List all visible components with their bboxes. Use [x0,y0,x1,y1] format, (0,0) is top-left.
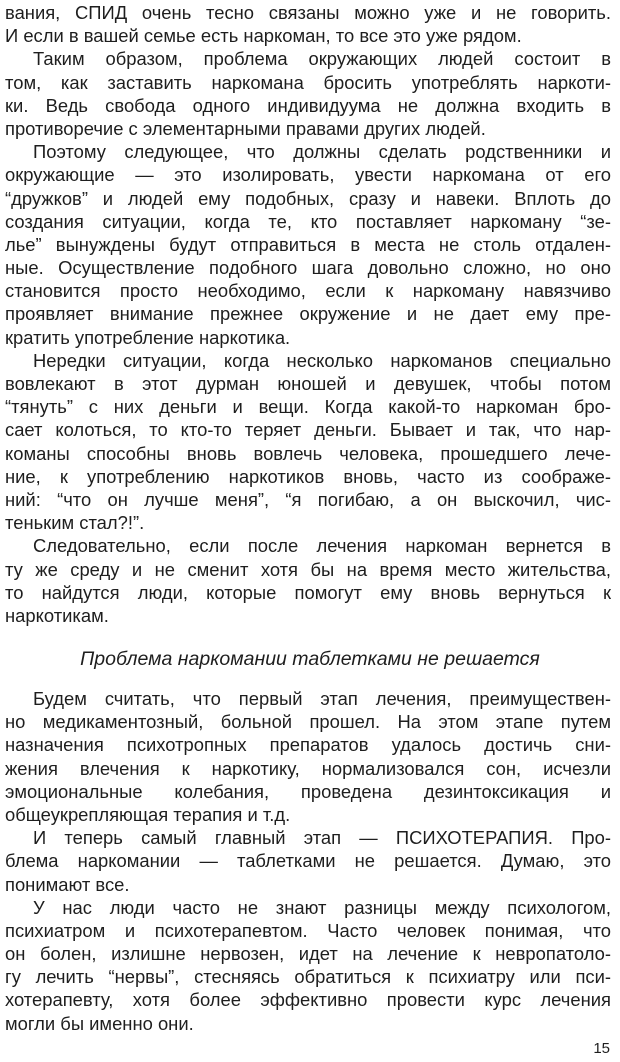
section-heading: Проблема наркомании таблетками не решается [80,648,540,670]
text-line: окружающие — это изолировать, увести наркомана от его [5,164,611,186]
text-line: Следовательно, если после лечения наркоман вернется в [33,535,611,557]
text-line: гу лечить “нервы”, стесняясь обратиться к психиатру или пси- [5,966,611,988]
text-line: ние, к употреблению наркотиков вновь, часто из соображе- [5,465,611,487]
text-line: проявляет внимание прежнее окружение и не дает ему пре- [5,303,611,325]
text-line: создания ситуации, когда те, кто поставляет наркоману “зе- [5,210,611,232]
text-line: том, как заставить наркомана бросить употреблять наркоти- [5,71,611,93]
text-line: наркотикам. [5,604,109,626]
text-line: теньким стал?!”. [5,512,145,534]
text-line: ные. Осуществление подобного шага довольно сложно, но оно [5,257,611,279]
text-line: назначения психотропных препаратов удалось достичь сни- [5,734,611,756]
body-text-top [5,1,611,627]
text-line: противоречие с элементарными правами других людей. [5,117,486,139]
text-line: И теперь самый главный этап — ПСИХОТЕРАПИЯ. Про- [33,827,611,849]
text-line: психиатром и психотерапевтом. Часто человек понимая, что [5,919,611,941]
text-line: вовлекают в этот дурман юношей и девушек, чтобы потом [5,373,611,394]
text-line: Будем считать, что первый этап лечения, преимуществен- [33,688,611,709]
text-line: жения влечения к наркотику, нормализовался сон, исчезли [5,757,611,779]
text-line: общеукрепляющая терапия и т.д. [5,803,291,825]
text-line: блема наркомании — таблетками не решается. Думаю, это [5,850,611,872]
text-line: но медикаментозный, больной прошел. На этом этапе путем [5,711,611,733]
text-line: У нас люди часто не знают разницы между психологом, [33,896,611,918]
text-line: Поэтому следующее, что должны сделать родственники и [33,141,611,163]
text-line: то найдутся люди, которые помогут ему вновь вернуться к [5,581,611,603]
text-line: он болен, излишне нервозен, идет на лечение к невропатоло- [5,943,611,965]
text-line: Таким образом, проблема окружающих людей состоит в [33,48,611,70]
text-line: ки. Ведь свобода одного индивидуума не должна входить в [5,94,611,116]
text-line: вания, СПИД очень тесно связаны можно уже и не говорить. [5,2,611,23]
text-line: ту же среду и не сменит хотя бы на время место жительства, [5,558,611,580]
text-line: становится просто необходимо, если к наркоману навязчиво [5,280,611,302]
text-line: команы способны вновь вовлечь человека, прошедшего лече- [5,442,611,464]
text-line: И если в вашей семье есть наркоман, то все это уже рядом. [5,25,522,47]
text-line: сает колоться, то кто-то теряет деньги. Бывает и так, что нар- [5,419,611,441]
text-line: ний: “что он лучше меня”, “я погибаю, а он выскочил, чис- [5,488,611,510]
text-line: эмоциональные колебания, проведена дезинтоксикация и [5,780,611,802]
text-line: лье” вынуждены будут отправиться в места не столь отдален- [5,233,611,255]
text-line: хотерапевту, хотя более эффективно провести курс лечения [5,989,611,1011]
text-line: “тянуть” с них деньги и вещи. Когда какой-то наркоман бро- [5,396,611,418]
text-line: понимают все. [5,873,130,895]
text-line: могли бы именно они. [5,1012,194,1034]
body-text-bottom [5,687,611,1035]
text-line: “дружков” и людей ему подобных, сразу и навеки. Вплоть до [5,187,611,209]
text-line: кратить употребление наркотика. [5,326,291,348]
text-line: Нередки ситуации, когда несколько наркоманов специально [33,349,611,371]
page-number: 15 [593,1040,610,1057]
